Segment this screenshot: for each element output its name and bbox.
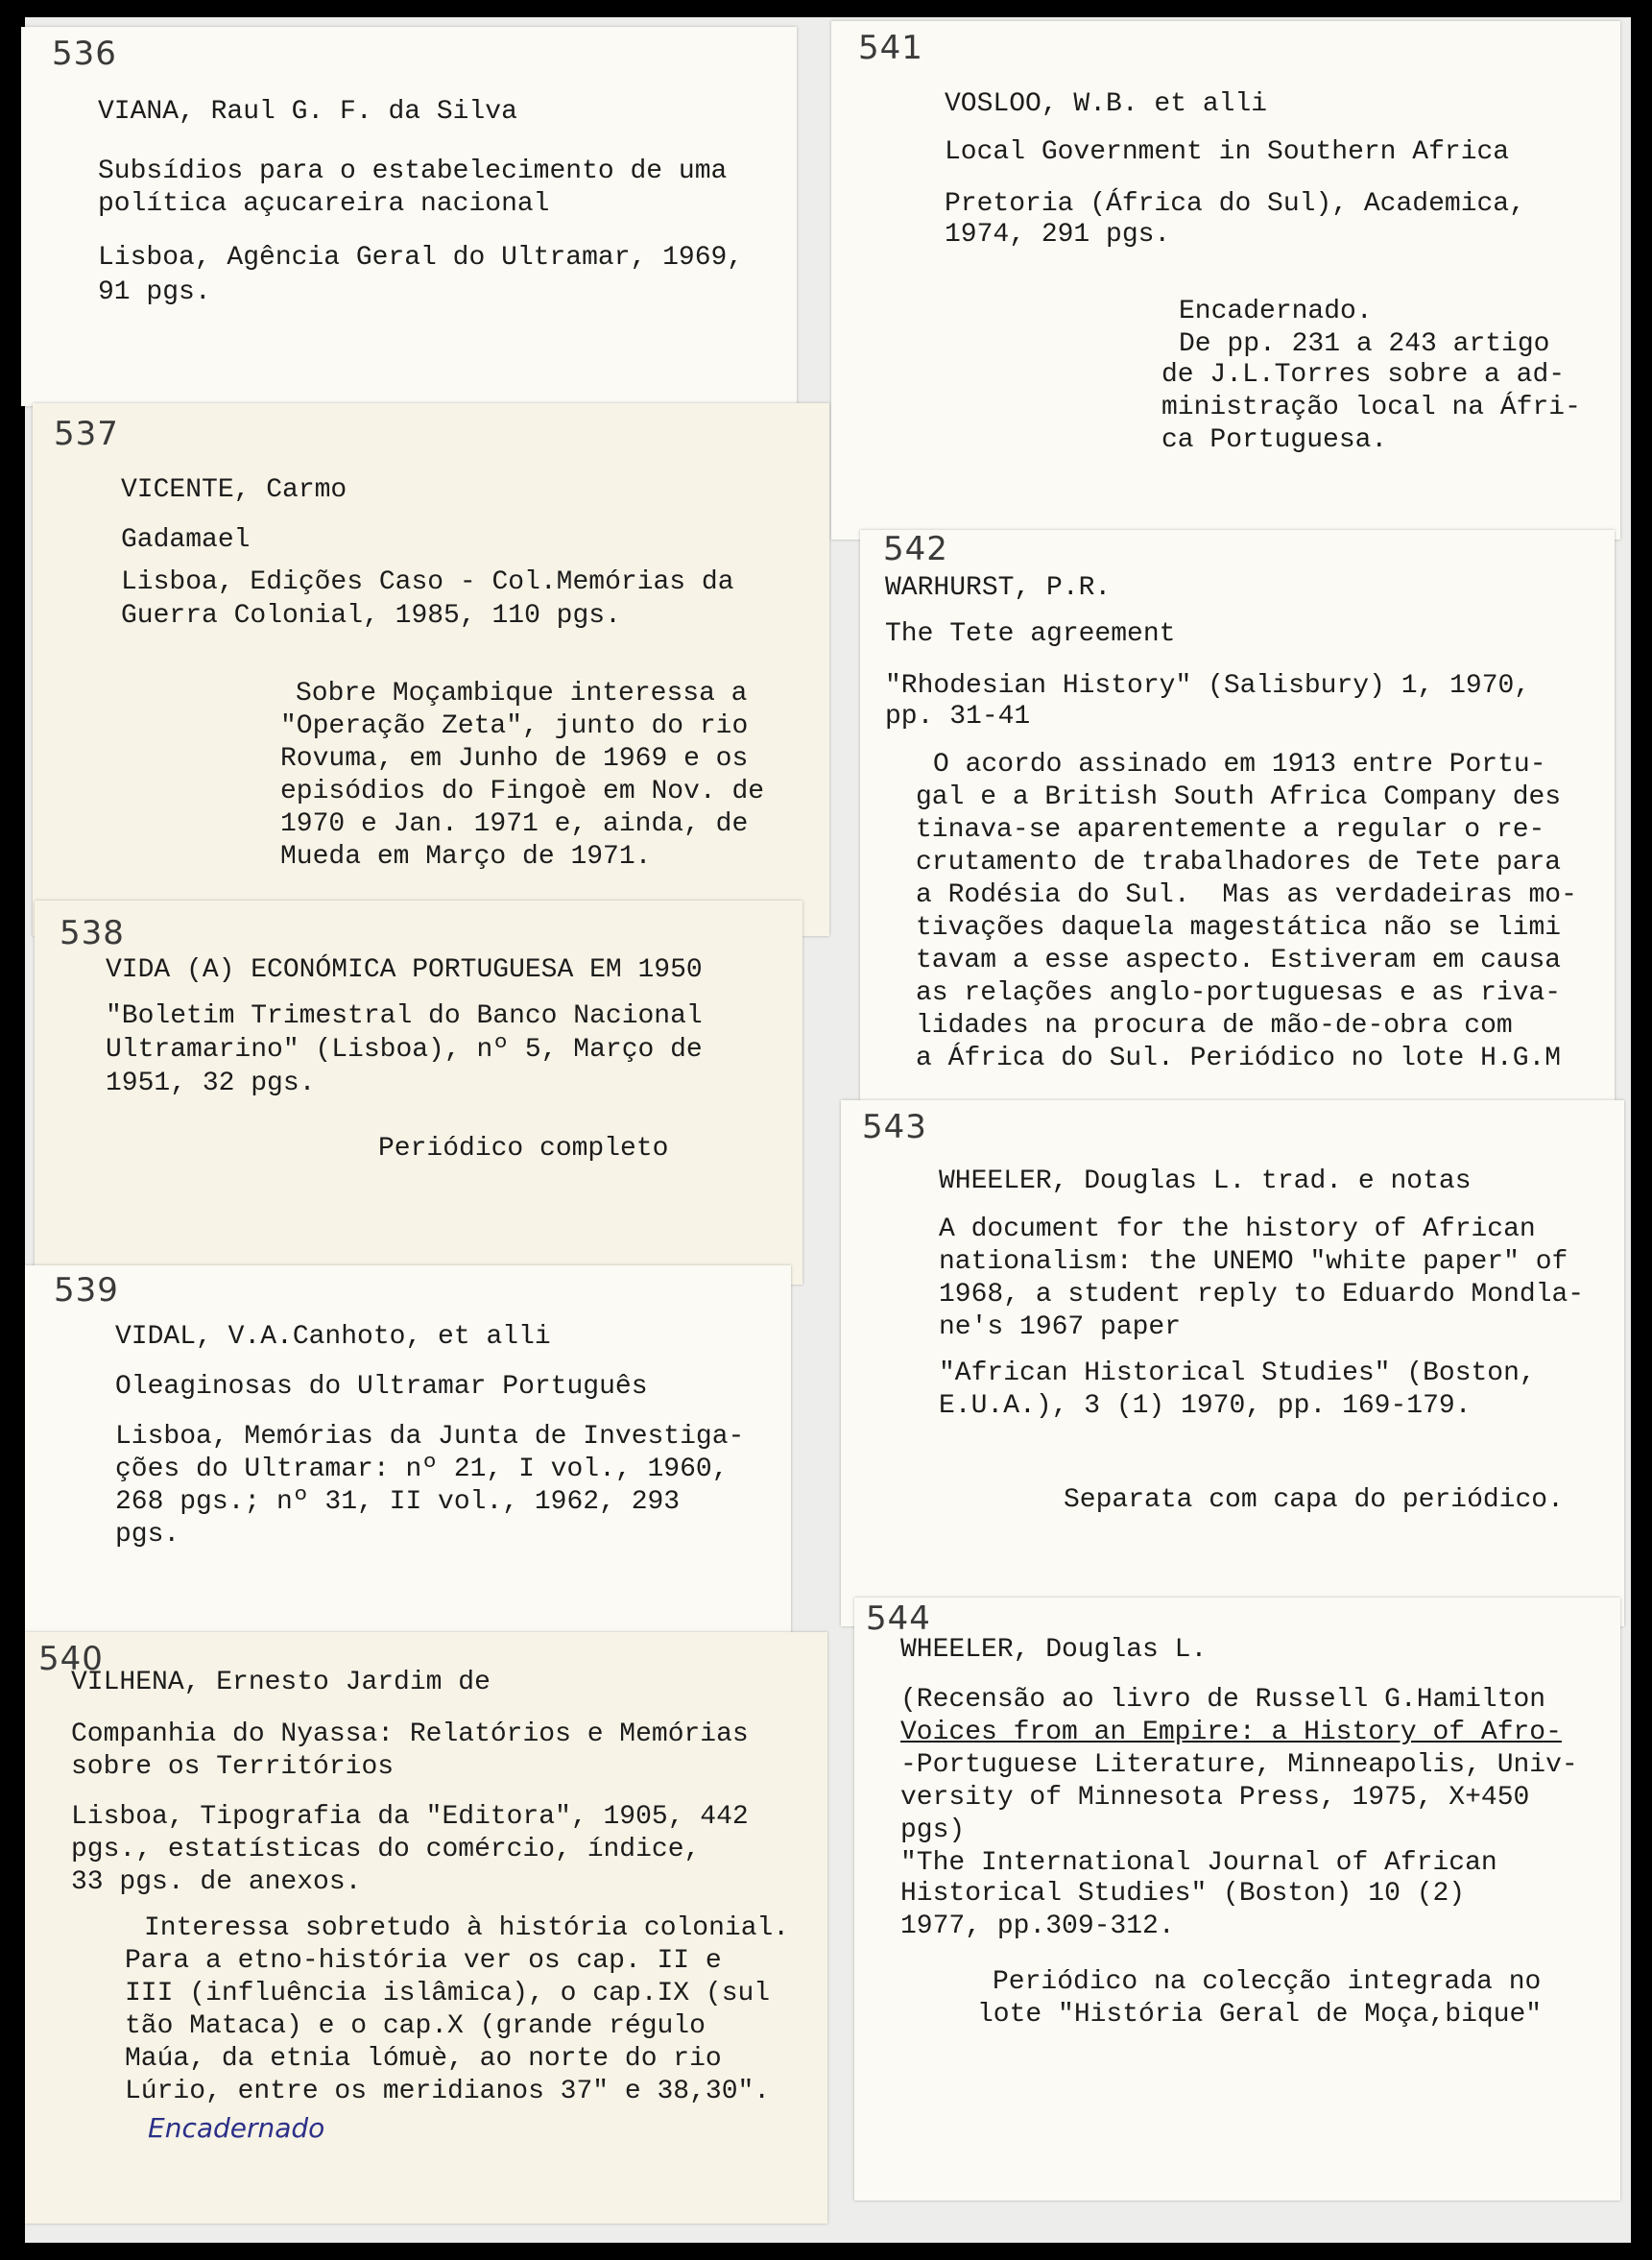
- card-number: 538: [60, 914, 125, 952]
- card-note-line: ministração local na Áfri-: [1161, 393, 1581, 422]
- card-title-line: Subsídios para o estabelecimento de uma: [98, 156, 728, 186]
- card-pub-line: pp. 31-41: [885, 702, 1031, 732]
- card-title-line: -Portuguese Literature, Minneapolis, Univ-: [900, 1750, 1578, 1780]
- card-title-line: The Tete agreement: [885, 619, 1176, 649]
- card-note-line: tinava-se aparentemente a regular o re-: [916, 815, 1545, 845]
- card-title-line: 1968, a student reply to Eduardo Mondla-: [939, 1280, 1585, 1310]
- card-pub-line: Lisboa, Agência Geral do Ultramar, 1969,: [98, 243, 744, 273]
- card-pub-line: Lisboa, Tipografia da "Editora", 1905, 442: [71, 1802, 749, 1832]
- card-note-line: Maúa, da etnia lómuè, ao norte do rio: [125, 2044, 722, 2074]
- card-note-line: lote "História Geral de Moça,bique": [977, 2000, 1543, 2030]
- card-number: 542: [883, 530, 948, 568]
- card-title-line: versity of Minnesota Press, 1975, X+450: [900, 1783, 1530, 1813]
- card-note-line: De pp. 231 a 243 artigo: [1179, 329, 1550, 359]
- card-note-line: lidades na procura de mão-de-obra com: [916, 1011, 1513, 1041]
- card-pub-line: 1977, pp.309-312.: [900, 1911, 1175, 1941]
- card-author: VILHENA, Ernesto Jardim de: [71, 1668, 491, 1697]
- card-number: 544: [866, 1599, 931, 1638]
- card-number: 540: [38, 1640, 104, 1678]
- catalog-card-543: [841, 1100, 1624, 1626]
- card-note-line: Periódico completo: [378, 1134, 669, 1164]
- card-author: WARHURST, P.R.: [885, 573, 1112, 603]
- card-title-line: ne's 1967 paper: [939, 1312, 1182, 1342]
- card-note-line: Periódico na colecção integrada no: [993, 1967, 1542, 1997]
- handwritten-note: Encadernado: [148, 2112, 325, 2144]
- card-title-line: (Recensão ao livro de Russell G.Hamilton: [900, 1685, 1546, 1715]
- card-number: 536: [52, 35, 117, 73]
- card-pub-line: "Boletim Trimestral do Banco Nacional: [106, 1001, 703, 1031]
- card-number: 541: [858, 29, 923, 67]
- card-note-line: de J.L.Torres sobre a ad-: [1161, 360, 1566, 390]
- card-note-line: III (influência islâmica), o cap.IX (sul: [125, 1979, 771, 2008]
- card-pub-line: pgs., estatísticas do comércio, índice,: [71, 1835, 701, 1864]
- card-pub-line: 33 pgs. de anexos.: [71, 1867, 362, 1897]
- card-pub-line: Lisboa, Memórias da Junta de Investiga-: [115, 1422, 745, 1452]
- card-title-line: política açucareira nacional: [98, 189, 550, 219]
- card-pub-line: E.U.A.), 3 (1) 1970, pp. 169-179.: [939, 1391, 1472, 1421]
- card-title-line: Companhia do Nyassa: Relatórios e Memórias: [71, 1719, 749, 1749]
- card-pub-line: ções do Ultramar: nº 21, I vol., 1960,: [115, 1455, 729, 1484]
- card-author: VOSLOO, W.B. et alli: [945, 89, 1268, 119]
- card-note-line: Sobre Moçambique interessa a: [296, 679, 748, 709]
- catalog-card-539: [25, 1265, 791, 1649]
- card-note-line: tivações daquela magestática não se limi: [916, 913, 1562, 943]
- card-pub-line: 91 pgs.: [98, 277, 211, 307]
- card-note-line: as relações anglo-portuguesas e as riva-: [916, 978, 1562, 1008]
- catalog-card-541: [831, 21, 1620, 540]
- card-pub-line: 268 pgs.; nº 31, II vol., 1962, 293: [115, 1487, 681, 1517]
- card-number: 539: [54, 1271, 119, 1310]
- card-note-line: Separata com capa do periódico.: [1064, 1485, 1564, 1515]
- card-note-line: gal e a British South Africa Company des: [916, 782, 1562, 812]
- card-pub-line: "Rhodesian History" (Salisbury) 1, 1970,: [885, 671, 1531, 701]
- card-title-line: A document for the history of African: [939, 1214, 1536, 1244]
- card-title-line: pgs): [900, 1815, 966, 1845]
- card-note-line: ca Portuguesa.: [1161, 425, 1388, 455]
- card-note-line: 1970 e Jan. 1971 e, ainda, de: [280, 809, 749, 839]
- card-author: VICENTE, Carmo: [121, 475, 347, 505]
- card-pub-line: Ultramarino" (Lisboa), nº 5, Março de: [106, 1035, 703, 1065]
- card-author: WHEELER, Douglas L. trad. e notas: [939, 1166, 1472, 1196]
- card-pub-line: pgs.: [115, 1520, 180, 1550]
- catalog-card-538: [35, 901, 802, 1285]
- catalog-card-536: [21, 27, 797, 406]
- card-note-line: Para a etno-história ver os cap. II e: [125, 1946, 722, 1976]
- card-note-line: "Operação Zeta", junto do rio: [280, 711, 749, 741]
- card-title-line: sobre os Territórios: [71, 1752, 395, 1782]
- card-pub-line: 1974, 291 pgs.: [945, 220, 1171, 250]
- card-note-line: Interessa sobretudo à história colonial.: [144, 1913, 790, 1943]
- card-author: VIANA, Raul G. F. da Silva: [98, 97, 517, 127]
- card-author: WHEELER, Douglas L.: [900, 1635, 1208, 1665]
- card-note-line: episódios do Fingoè em Nov. de: [280, 777, 765, 806]
- card-pub-line: Lisboa, Edições Caso - Col.Memórias da: [121, 567, 734, 597]
- card-title-line: Oleaginosas do Ultramar Português: [115, 1372, 648, 1402]
- card-pub-line: Historical Studies" (Boston) 10 (2): [900, 1879, 1466, 1909]
- card-pub-line: Pretoria (África do Sul), Academica,: [945, 189, 1525, 219]
- card-pub-line: Guerra Colonial, 1985, 110 pgs.: [121, 601, 621, 631]
- catalog-card-537: [33, 403, 829, 936]
- card-note-line: Rovuma, em Junho de 1969 e os: [280, 744, 749, 774]
- card-title-line: Voices from an Empire: a History of Afro-: [900, 1718, 1562, 1747]
- catalog-card-544: [854, 1598, 1620, 2200]
- card-note-line: a África do Sul. Periódico no lote H.G.M: [916, 1044, 1562, 1073]
- catalog-card-540: [25, 1632, 827, 2224]
- card-author: VIDA (A) ECONÓMICA PORTUGUESA EM 1950: [106, 955, 703, 985]
- card-note-line: Mueda em Março de 1971.: [280, 842, 652, 872]
- card-note-line: tão Mataca) e o cap.X (grande régulo: [125, 2011, 706, 2041]
- card-pub-line: "The International Journal of African: [900, 1848, 1497, 1878]
- card-title-line: Local Government in Southern Africa: [945, 137, 1510, 167]
- card-note-line: tavam a esse aspecto. Estiveram em causa: [916, 946, 1562, 975]
- card-title-line: Gadamael: [121, 525, 251, 555]
- card-pub-line: "African Historical Studies" (Boston,: [939, 1358, 1536, 1388]
- card-number: 543: [862, 1108, 927, 1146]
- catalog-card-542: [860, 530, 1615, 1100]
- card-author: VIDAL, V.A.Canhoto, et alli: [115, 1322, 551, 1352]
- card-note-line: crutamento de trabalhadores de Tete para: [916, 848, 1562, 878]
- card-note-line: Lúrio, entre os meridianos 37" e 38,30".: [125, 2077, 771, 2106]
- card-number: 537: [54, 415, 119, 453]
- card-note-line: Encadernado.: [1179, 297, 1373, 326]
- card-note-line: O acordo assinado em 1913 entre Portu-: [933, 750, 1546, 780]
- card-note-line: a Rodésia do Sul. Mas as verdadeiras mo-: [916, 880, 1577, 910]
- card-title-line: nationalism: the UNEMO "white paper" of: [939, 1247, 1568, 1277]
- card-pub-line: 1951, 32 pgs.: [106, 1069, 316, 1098]
